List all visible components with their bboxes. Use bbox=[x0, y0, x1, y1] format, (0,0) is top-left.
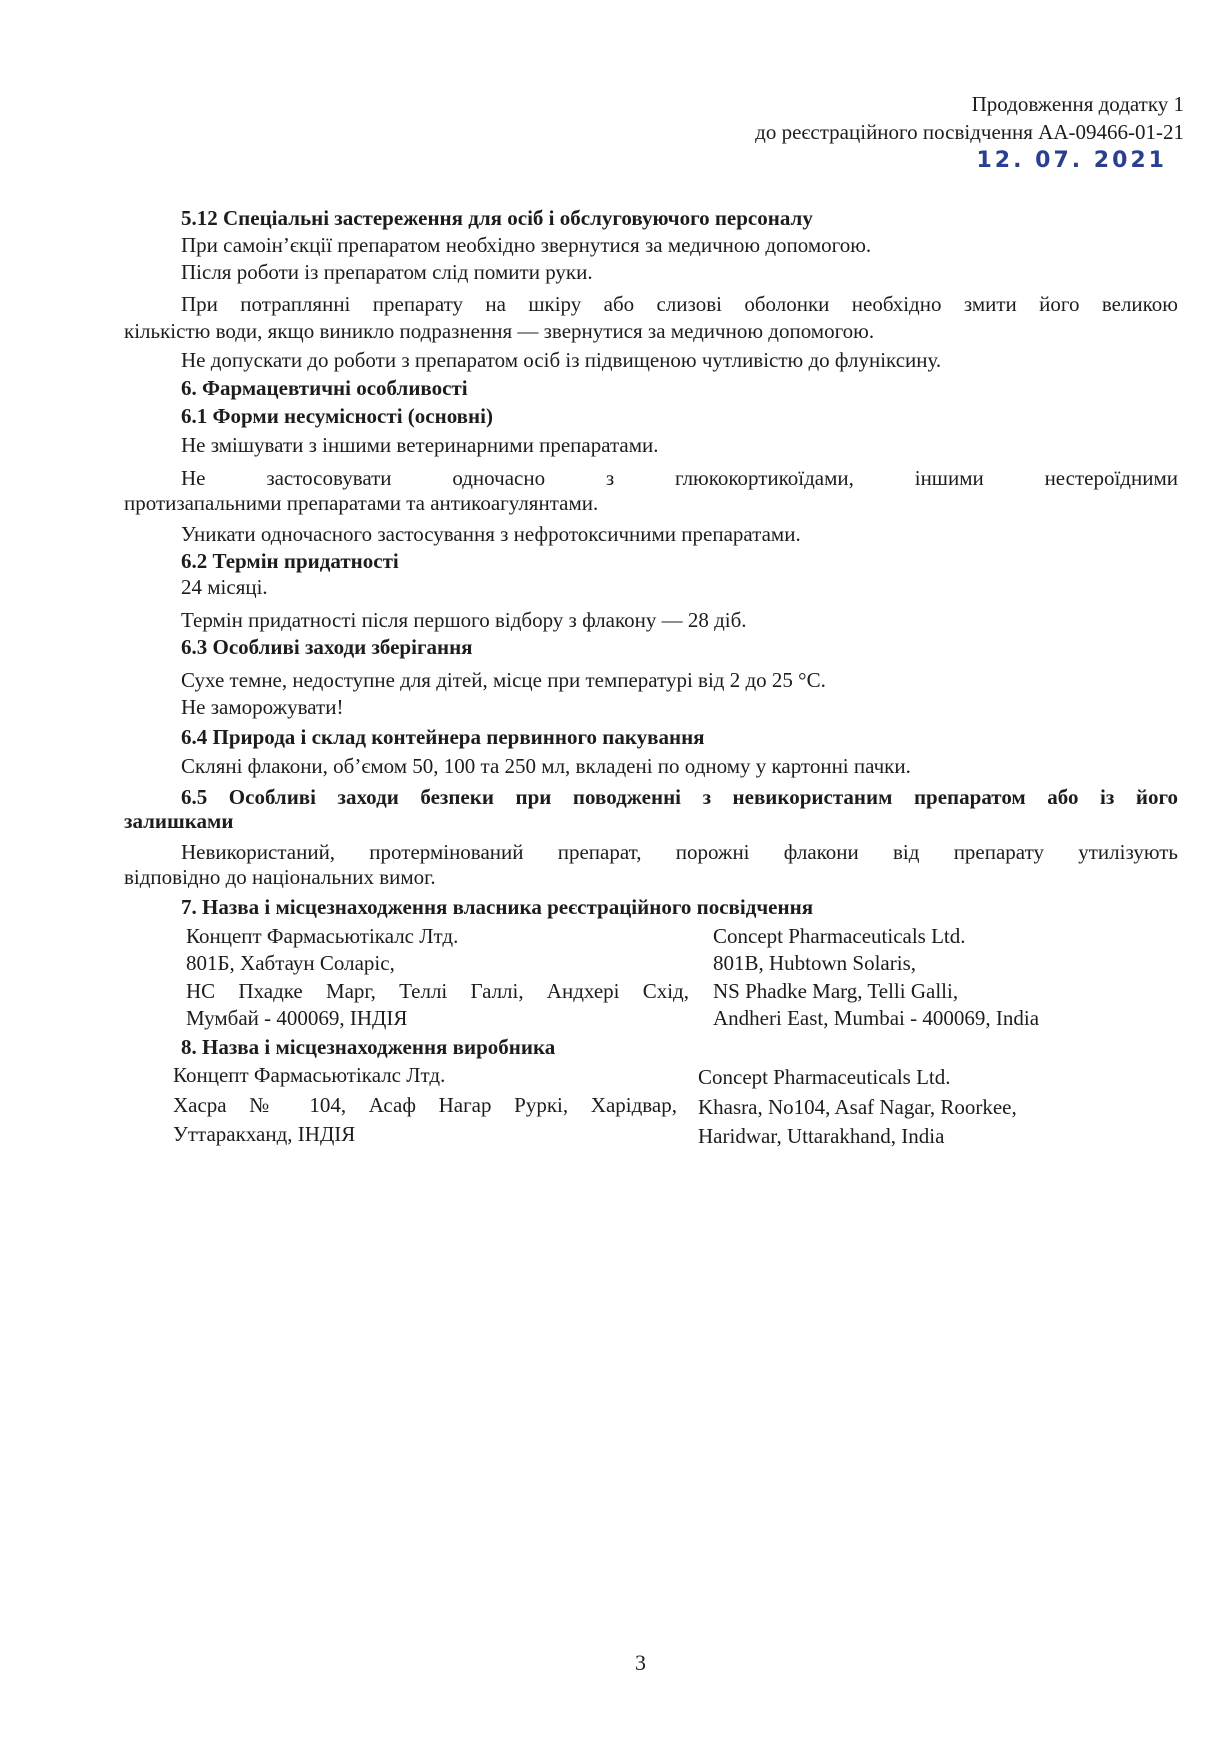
section-6-5-title-a: 6.5 Особливі заходи безпеки при поводженні з невикористаним препаратом або із його bbox=[181, 785, 1178, 809]
s8-ua-line-2: Хасра № 104, Асаф Нагар Руркі, Харідвар, bbox=[173, 1093, 677, 1117]
section-8-title: 8. Назва і місцезнаходження виробника bbox=[181, 1035, 556, 1059]
section-5-12-title: 5.12 Спеціальні застереження для осіб і обслуговуючого персоналу bbox=[181, 206, 813, 230]
s7-ua-line-4: Мумбай - 400069, ІНДІЯ bbox=[186, 1006, 408, 1030]
s7-ua-line-3: НС Пхадке Марг, Теллі Галлі, Андхері Схід, bbox=[186, 979, 689, 1003]
s61-p3: Уникати одночасного застосування з нефротоксичними препаратами. bbox=[181, 522, 801, 546]
page-number: 3 bbox=[635, 1650, 646, 1675]
s8-en-line-1: Concept Pharmaceuticals Ltd. bbox=[698, 1065, 951, 1089]
s64-p1: Скляні флакони, об’ємом 50, 100 та 250 мл, вкладені по одному у картонні пачки. bbox=[181, 754, 911, 778]
section-7-title: 7. Назва і місцезнаходження власника реєстраційного посвідчення bbox=[181, 895, 814, 919]
section-6-1-title: 6.1 Форми несумісності (основні) bbox=[181, 404, 493, 428]
s7-ua-line-2: 801Б, Хабтаун Соларіс, bbox=[186, 951, 395, 975]
s7-en-line-4: Andheri East, Mumbai - 400069, India bbox=[713, 1006, 1040, 1030]
s62-p2: Термін придатності після першого відбору з флакону — 28 діб. bbox=[181, 608, 747, 632]
s61-p2b: протизапальними препаратами та антикоагулянтами. bbox=[124, 491, 599, 515]
s63-p2: Не заморожувати! bbox=[181, 695, 344, 719]
section-6-5-title-b: залишками bbox=[124, 809, 234, 833]
s7-en-line-2: 801B, Hubtown Solaris, bbox=[713, 951, 917, 975]
header-line-1: Продовження додатку 1 bbox=[971, 92, 1184, 116]
s7-ua-line-1: Концепт Фармасьютікалс Лтд. bbox=[186, 924, 459, 948]
header-line-2: до реєстраційного посвідчення АА-09466-01-21 bbox=[755, 120, 1184, 144]
s8-en-line-3: Haridwar, Uttarakhand, India bbox=[698, 1124, 945, 1148]
section-6-title: 6. Фармацевтичні особливості bbox=[181, 376, 468, 400]
section-6-4-title: 6.4 Природа і склад контейнера первинного пакування bbox=[181, 725, 705, 749]
s65-p1a: Невикористаний, протермінований препарат, порожні флакони від препарату утилізують bbox=[181, 840, 1178, 864]
s65-p1b: відповідно до національних вимог. bbox=[124, 865, 436, 889]
s63-p1: Сухе темне, недоступне для дітей, місце при температурі від 2 до 25 °С. bbox=[181, 668, 826, 692]
s61-p2a: Не застосовувати одночасно з глюкокортикоїдами, іншими нестероїдними bbox=[181, 466, 1178, 490]
s512-p3b: кількістю води, якщо виникло подразнення — звернутися за медичною допомогою. bbox=[124, 319, 875, 343]
s62-p1: 24 місяці. bbox=[181, 575, 268, 599]
s7-en-line-1: Concept Pharmaceuticals Ltd. bbox=[713, 924, 966, 948]
section-6-3-title: 6.3 Особливі заходи зберігання bbox=[181, 635, 473, 659]
s61-p1: Не змішувати з іншими ветеринарними препаратами. bbox=[181, 433, 659, 457]
s8-ua-line-3: Уттаракханд, ІНДІЯ bbox=[173, 1122, 356, 1146]
s512-p1: При самоін’єкції препаратом необхідно звернутися за медичною допомогою. bbox=[181, 233, 872, 257]
s512-p2: Після роботи із препаратом слід помити руки. bbox=[181, 260, 593, 284]
section-6-2-title: 6.2 Термін придатності bbox=[181, 549, 399, 573]
s512-p3a: При потраплянні препарату на шкіру або слизові оболонки необхідно змити його великою bbox=[181, 292, 1178, 316]
s8-en-line-2: Khasra, No104, Asaf Nagar, Roorkee, bbox=[698, 1095, 1017, 1119]
date-stamp: 12. 07. 2021 bbox=[976, 148, 1167, 173]
s8-ua-line-1: Концепт Фармасьютікалс Лтд. bbox=[173, 1063, 446, 1087]
s512-p4: Не допускати до роботи з препаратом осіб із підвищеною чутливістю до флуніксину. bbox=[181, 348, 942, 372]
s7-en-line-3: NS Phadke Marg, Telli Galli, bbox=[713, 979, 959, 1003]
